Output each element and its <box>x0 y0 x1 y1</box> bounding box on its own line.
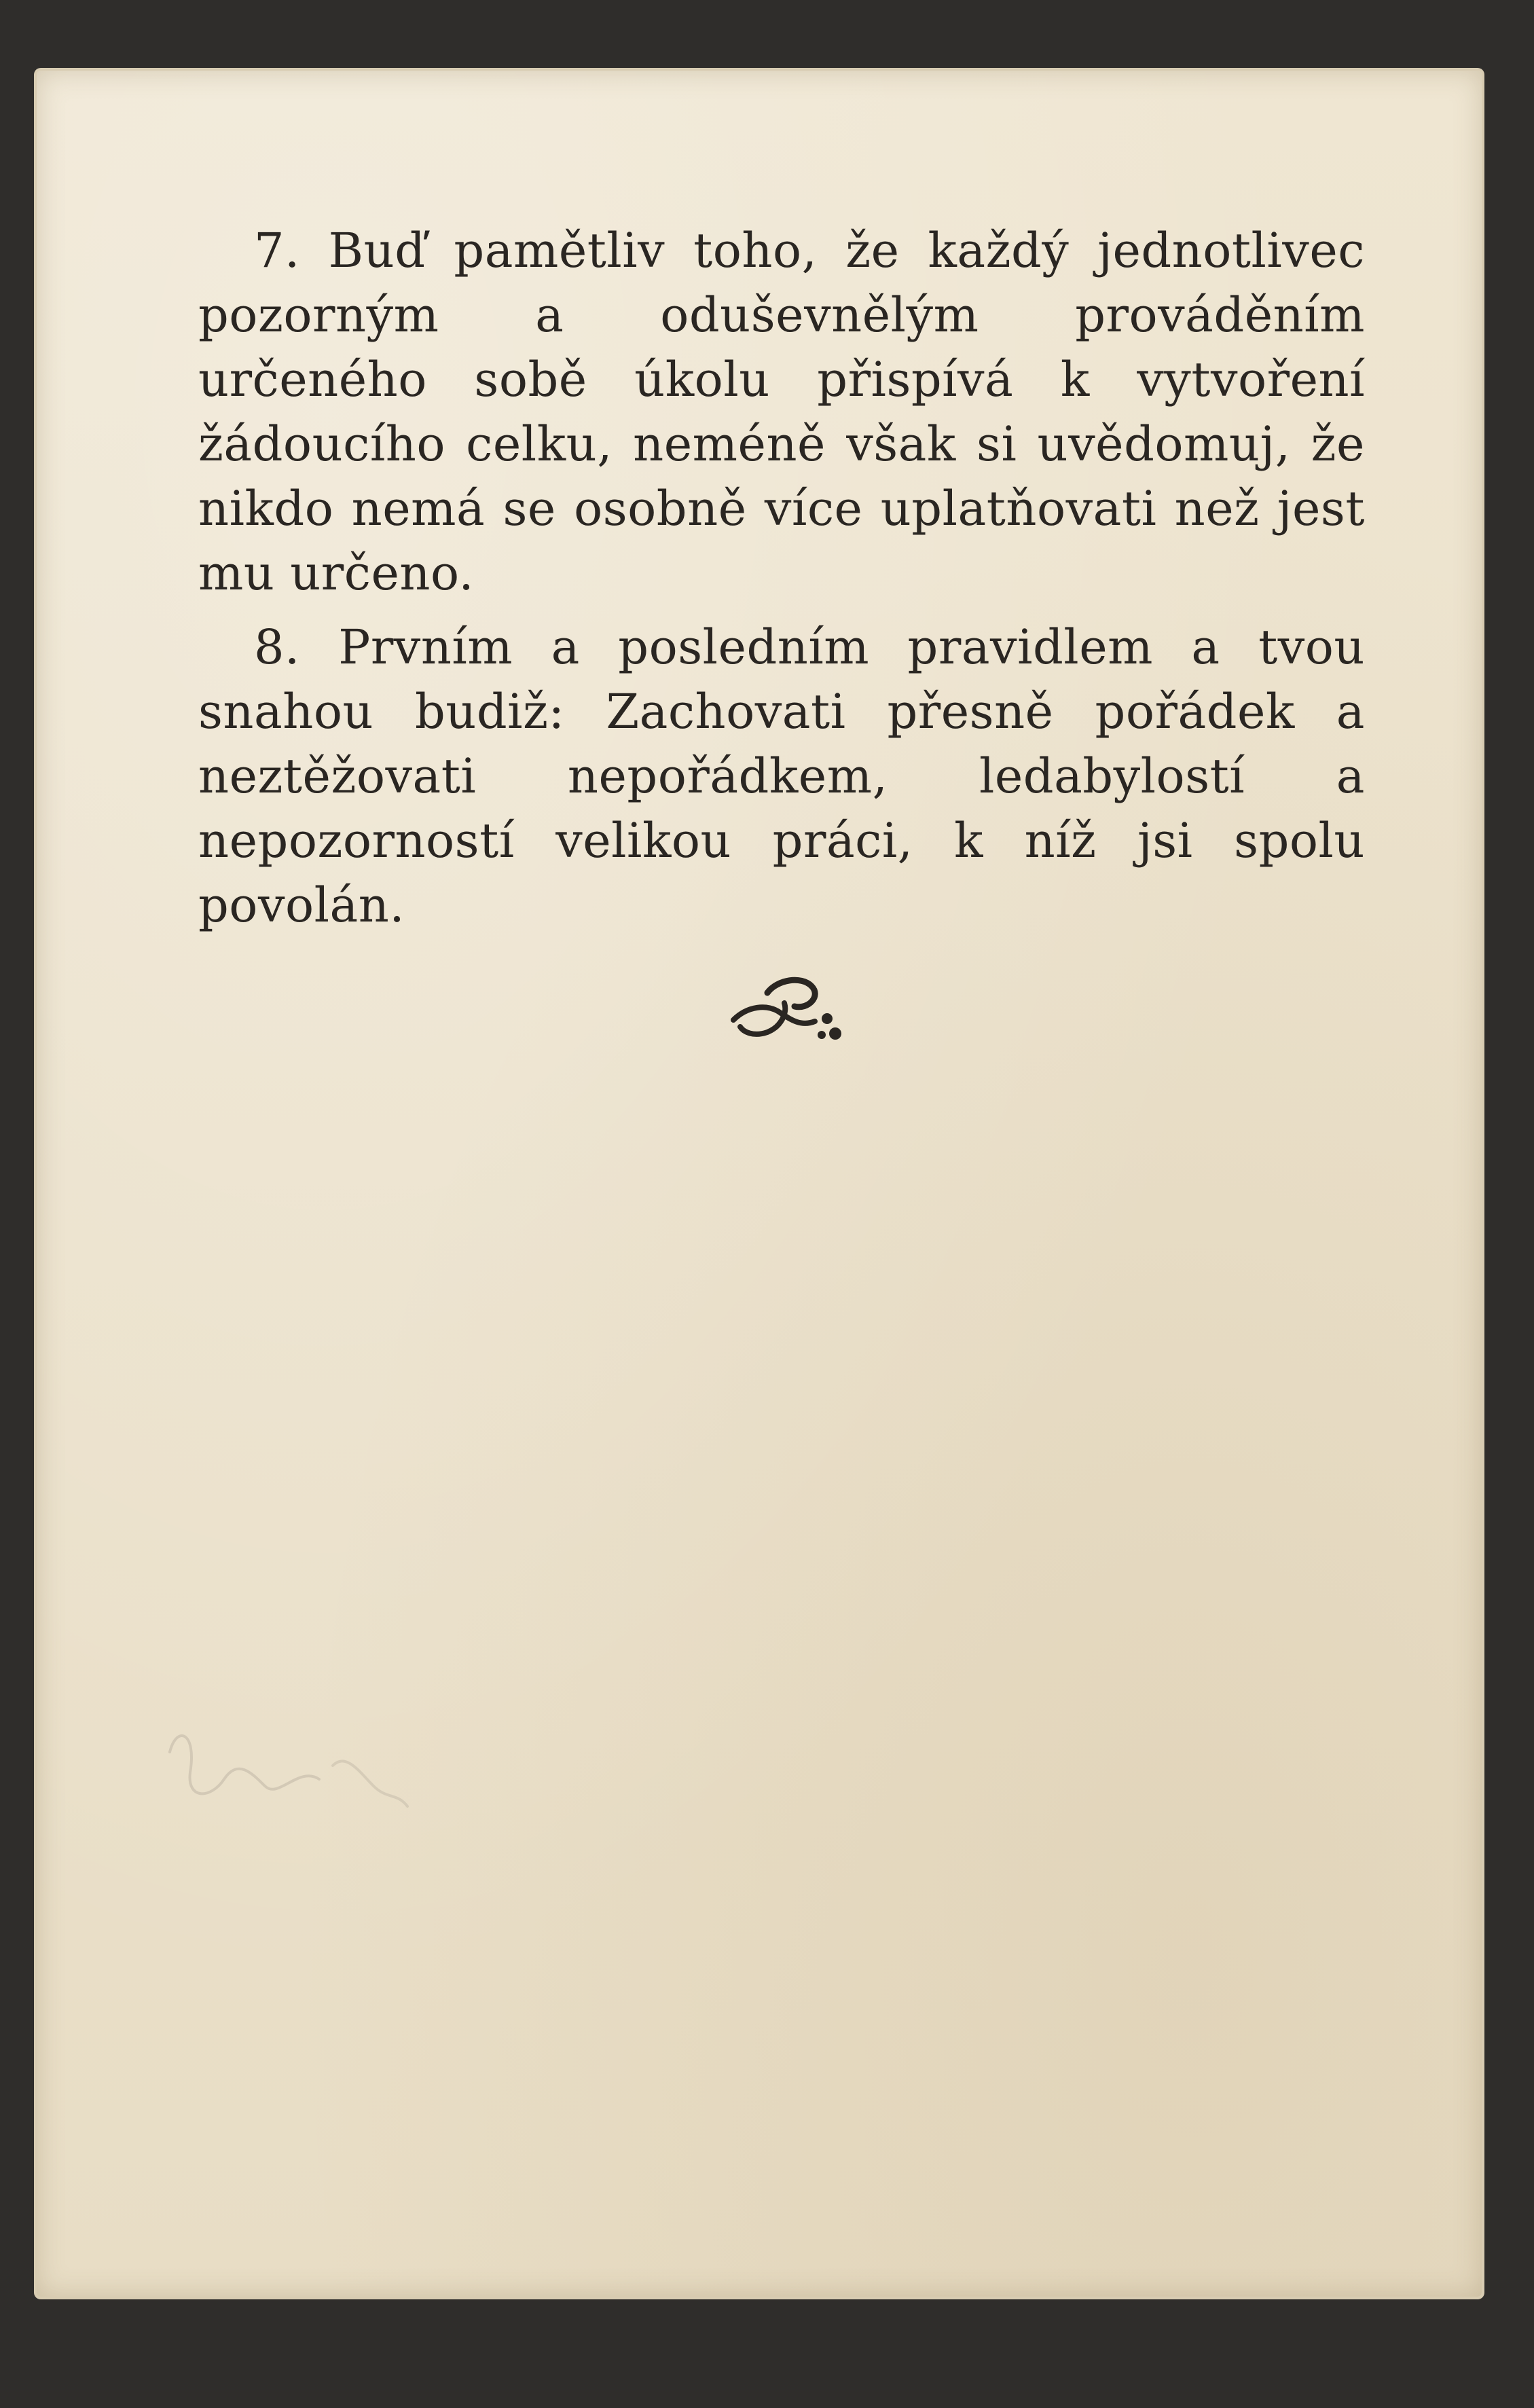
pencil-scribble <box>163 1711 448 1847</box>
paragraph-7: 7. Buď pamětliv toho, že každý jednotlivec pozorným a oduševnělým prováděním určeného sobě úkolu přispívá k vytvoření žádoucího celku, neméně však si uvědomuj, že nikdo nemá se osobně více uplatňovati než jest mu určeno. <box>198 223 1365 601</box>
document-text <box>198 219 1365 947</box>
paragraph-8: 8. Prvním a posledním pravidlem a tvou snahou budiž: Zachovati přesně pořádek a neztěžovati nepořádkem, ledabylostí a nepozorností velikou práci, k níž jsi spolu povolán. <box>198 619 1365 933</box>
fleuron-ornament-icon <box>727 972 849 1047</box>
